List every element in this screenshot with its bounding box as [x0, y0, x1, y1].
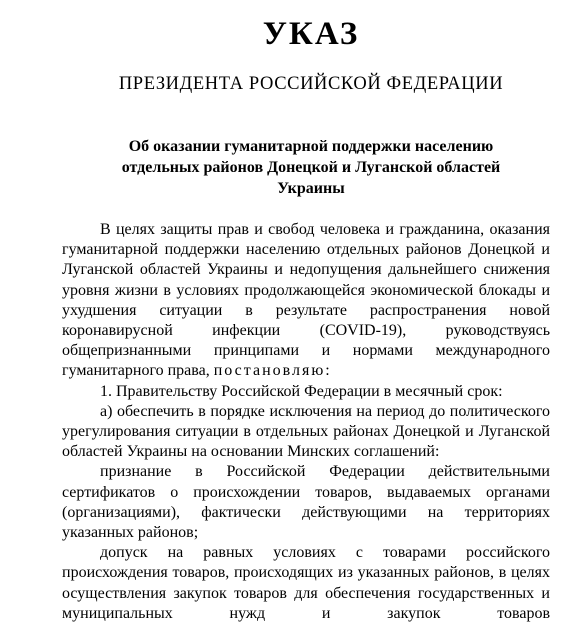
preamble-paragraph [62, 220, 550, 382]
preamble-decree-word: постановляю: [213, 362, 332, 380]
decree-subtitle: ПРЕЗИДЕНТА РОССИЙСКОЙ ФЕДЕРАЦИИ [118, 74, 504, 94]
decree-body [62, 220, 550, 624]
document-page [0, 14, 574, 622]
item-1a-recognition-paragraph: признание в Российской Федерации действительными сертификатов о происхождении товаров, выдаваемых органами (организациями), фактически действующими на территориях указанных районов; [62, 463, 550, 542]
item-1a-paragraph: а) обеспечить в порядке исключения на период до политического урегулирования ситуации в отдельных районах Донецкой и Луганской областей Украины на основании Минских соглашений: [62, 402, 550, 461]
preamble-text: В целях защиты прав и свобод человека и гражданина, оказания гуманитарной поддержки населению отдельных районов Донецкой и Луганской областей Украины и недопущения дальнейшего снижения уровня жизни в условиях продолжающейся экономической блокады и ухудшения ситуации в результате распространения новой коронавирусной инфекции (COVID-19), руководствуясь общепризнанными принципами и нормами международного гуманитарного права, [62, 221, 550, 380]
item-1-paragraph: 1. Правительству Российской Федерации в месячный срок: [100, 382, 503, 400]
decree-title: УКАЗ [262, 16, 360, 52]
item-1a-admission-paragraph: допуск на равных условиях с товарами российского происхождения товаров, происходящих из указанных районов, в целях осуществления закупок товаров для обеспечения государственных и муниципальных нужд и закупок товаров [62, 544, 550, 622]
decree-heading: Об оказании гуманитарной поддержки населению отдельных районов Донецкой и Луганской областей Украины [121, 138, 501, 197]
